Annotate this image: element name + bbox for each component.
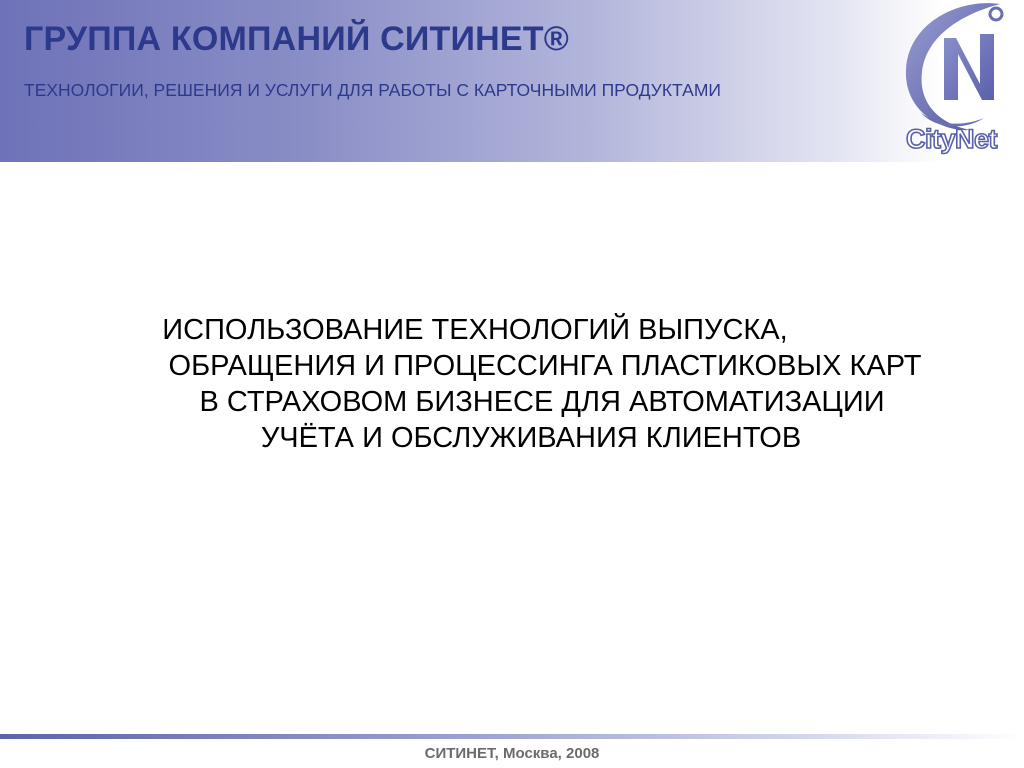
footer-divider bbox=[0, 734, 1024, 739]
main-text-line: В СТРАХОВОМ БИЗНЕСЕ ДЛЯ АВТОМАТИЗАЦИИ bbox=[199, 386, 885, 418]
main-text-line: ИСПОЛЬЗОВАНИЕ ТЕХНОЛОГИЙ ВЫПУСКА, bbox=[162, 314, 788, 346]
citynet-logo bbox=[900, 0, 1024, 162]
main-text-line: ОБРАЩЕНИЯ И ПРОЦЕССИНГА ПЛАСТИКОВЫХ КАРТ bbox=[168, 350, 922, 382]
main-text-line: УЧЁТА И ОБСЛУЖИВАНИЯ КЛИЕНТОВ bbox=[260, 422, 802, 454]
slide-main-text bbox=[60, 312, 1000, 456]
company-subtitle: ТЕХНОЛОГИИ, РЕШЕНИЯ И УСЛУГИ ДЛЯ РАБОТЫ С КАРТОЧНЫМИ ПРОДУКТАМИ bbox=[24, 80, 721, 100]
header-banner bbox=[0, 0, 1024, 162]
company-title: ГРУППА КОМПАНИЙ СИТИНЕТ® bbox=[24, 20, 569, 58]
logo-text: CityNet bbox=[906, 124, 998, 154]
footer-text: СИТИНЕТ, Москва, 2008 bbox=[424, 745, 600, 762]
